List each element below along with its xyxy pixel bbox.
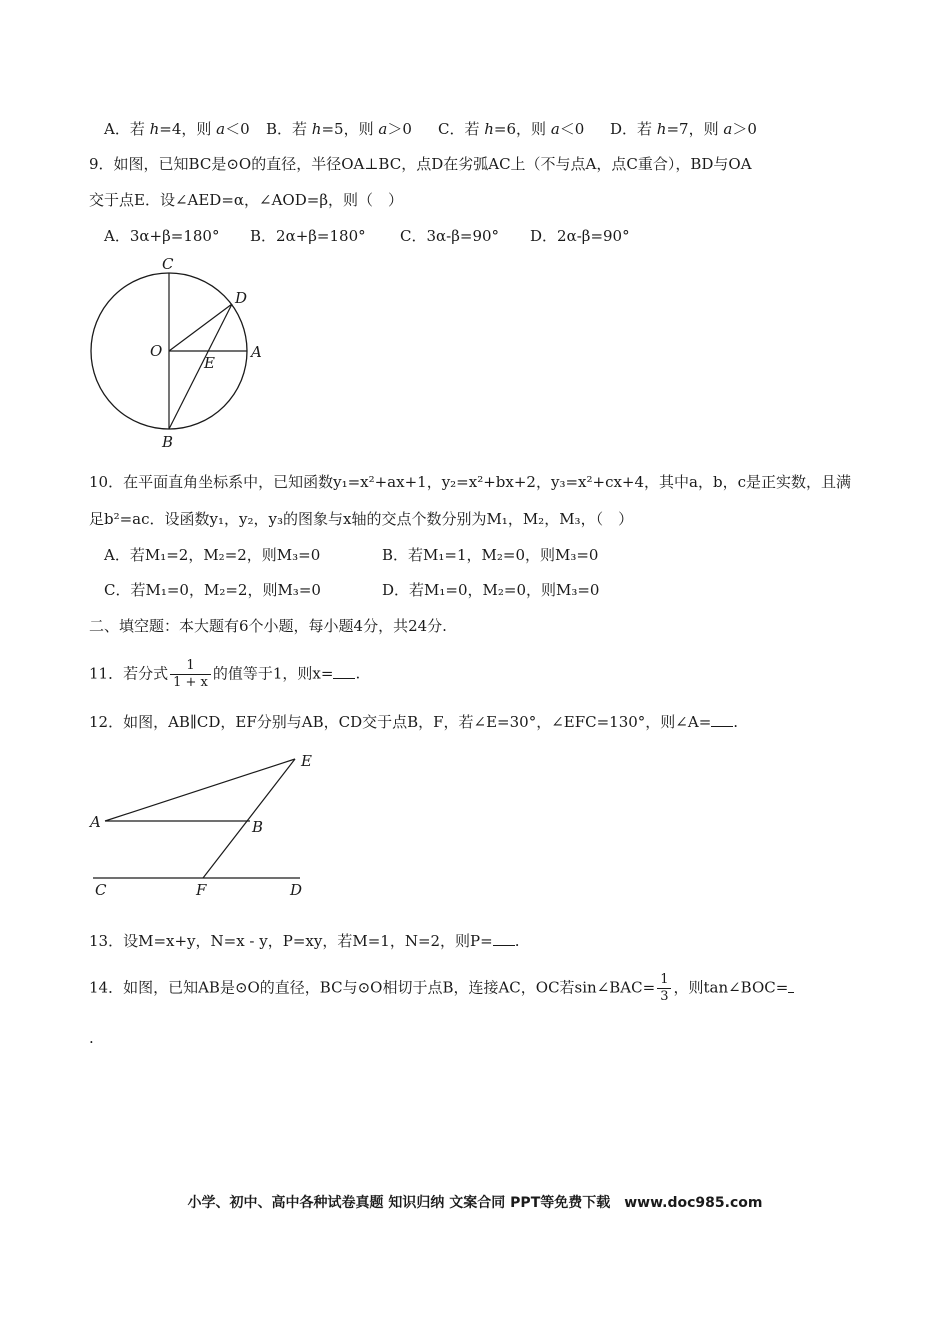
q14-answer-blank[interactable]: [788, 978, 794, 993]
q13-answer-blank[interactable]: [493, 931, 515, 946]
q14-stem: [89, 972, 794, 1005]
section-2-heading: 二、填空题：本大题有6个小题，每小题4分，共24分.: [89, 617, 447, 635]
label-b: B: [252, 818, 264, 836]
q8-option-prefix: C．若: [438, 120, 485, 138]
q9-option-d: D．2α-β=90°: [530, 227, 630, 245]
q12-text: 12．如图，AB∥CD，EF分别与AB，CD交于点B，F，若∠E=30°，∠EFC=130°，则∠A=: [89, 713, 712, 731]
label-d: D: [290, 881, 303, 899]
q8-option-var2: a: [216, 120, 226, 138]
label-a: A: [251, 343, 262, 361]
segment-ae: [105, 759, 295, 821]
q8-option-prefix: B．若: [266, 120, 312, 138]
q14-text-before: 14．如图，已知AB是⊙O的直径，BC与⊙O相切于点B，连接AC，OC若sin∠BAC=: [89, 978, 656, 997]
label-e: E: [301, 752, 312, 770]
q12-answer-blank[interactable]: [711, 712, 733, 727]
q8-option-var1: h: [484, 120, 494, 138]
q8-option-mid: =4，则: [159, 120, 217, 138]
q8-option-var2: a: [550, 120, 560, 138]
q14-text-after: ，则tan∠BOC=: [673, 978, 789, 997]
page-footer: 小学、初中、高中各种试卷真题 知识归纳 文案合同 PPT等免费下载 www.doc985.com: [187, 1195, 763, 1211]
q10-option-d: D．若M₁=0，M₂=0，则M₃=0: [382, 581, 600, 599]
q10-option-c: C．若M₁=0，M₂=2，则M₃=0: [104, 581, 321, 599]
q11-answer-blank[interactable]: [333, 664, 355, 679]
q14-fraction: [657, 972, 671, 1005]
q12-stem: [89, 712, 738, 732]
line-ef: [203, 759, 295, 878]
q10-stem-line2: 足b²=ac．设函数y₁，y₂，y₃的图象与x轴的交点个数分别为M₁，M₂，M₃，（ ）: [89, 510, 634, 528]
q9-stem-line2: 交于点E．设∠AED=α，∠AOD=β，则（ ）: [89, 191, 403, 209]
label-o: O: [150, 342, 163, 360]
q10-option-b: B．若M₁=1，M₂=0，则M₃=0: [382, 546, 599, 564]
q14-fraction-numerator: 1: [657, 972, 671, 989]
q13-text: 13．设M=x+y，N=x - y，P=xy，若M=1，N=2，则P=: [89, 932, 493, 950]
q8-option-rel: ＞0: [387, 120, 412, 138]
q11-fraction-numerator: 1: [170, 658, 211, 675]
q8-option-var2: a: [723, 120, 733, 138]
q8-option-var1: h: [149, 120, 160, 138]
q8-option-prefix: D．若: [610, 120, 657, 138]
q9-option-b: B．2α+β=180°: [250, 227, 366, 245]
q8-option-b: [266, 119, 412, 139]
q8-option-mid: =5，则: [321, 120, 379, 138]
label-f: F: [196, 881, 207, 899]
q13-end: .: [514, 932, 520, 950]
label-c: C: [95, 881, 107, 899]
segment-od: [169, 304, 232, 351]
label-e: E: [204, 354, 215, 372]
q8-option-mid: =6，则: [493, 120, 551, 138]
q8-option-rel: ＜0: [559, 120, 585, 138]
q8-option-rel: ＞0: [732, 120, 757, 138]
q8-option-rel: ＜0: [225, 120, 250, 138]
q8-option-a: [104, 119, 250, 139]
q12-parallel-lines-figure: [85, 745, 325, 905]
q8-option-d: [610, 119, 757, 139]
q8-option-mid: =7，则: [666, 120, 724, 138]
q11: [89, 658, 360, 691]
label-c: C: [162, 255, 174, 273]
q8-option-prefix: A．若: [104, 120, 150, 138]
q9-circle-figure: [80, 254, 280, 454]
q8-option-c: [438, 119, 584, 139]
label-a: A: [90, 813, 101, 831]
q11-fraction: [170, 658, 211, 691]
q10-option-a: A．若M₁=2，M₂=2，则M₃=0: [104, 546, 321, 564]
q14-end: .: [89, 1029, 94, 1047]
label-d: D: [235, 289, 248, 307]
q8-option-var1: h: [656, 120, 667, 138]
chord-bd: [169, 304, 232, 429]
q8-option-var2: a: [378, 120, 388, 138]
q11-text-before: 11．若分式: [89, 664, 169, 683]
q10-stem-line1: 10．在平面直角坐标系中，已知函数y₁=x²+ax+1，y₂=x²+bx+2，y₃=x²+cx+4，其中a，b，c是正实数，且满: [89, 473, 851, 491]
q12-end: .: [733, 713, 739, 731]
label-b: B: [162, 433, 174, 451]
q8-option-var1: h: [311, 120, 322, 138]
q9-stem-line1: 9．如图，已知BC是⊙O的直径，半径OA⊥BC，点D在劣弧AC上（不与点A，点C重合），BD与OA: [89, 155, 752, 173]
q14-fraction-denominator: 3: [660, 989, 669, 1004]
q13-stem: [89, 931, 520, 951]
q11-text-after: 的值等于1，则x=: [212, 664, 334, 683]
q11-end: .: [355, 664, 361, 683]
q11-fraction-denominator: 1 + x: [173, 675, 208, 690]
q9-option-c: C．3α-β=90°: [400, 227, 500, 245]
q9-option-a: A．3α+β=180°: [104, 227, 220, 245]
